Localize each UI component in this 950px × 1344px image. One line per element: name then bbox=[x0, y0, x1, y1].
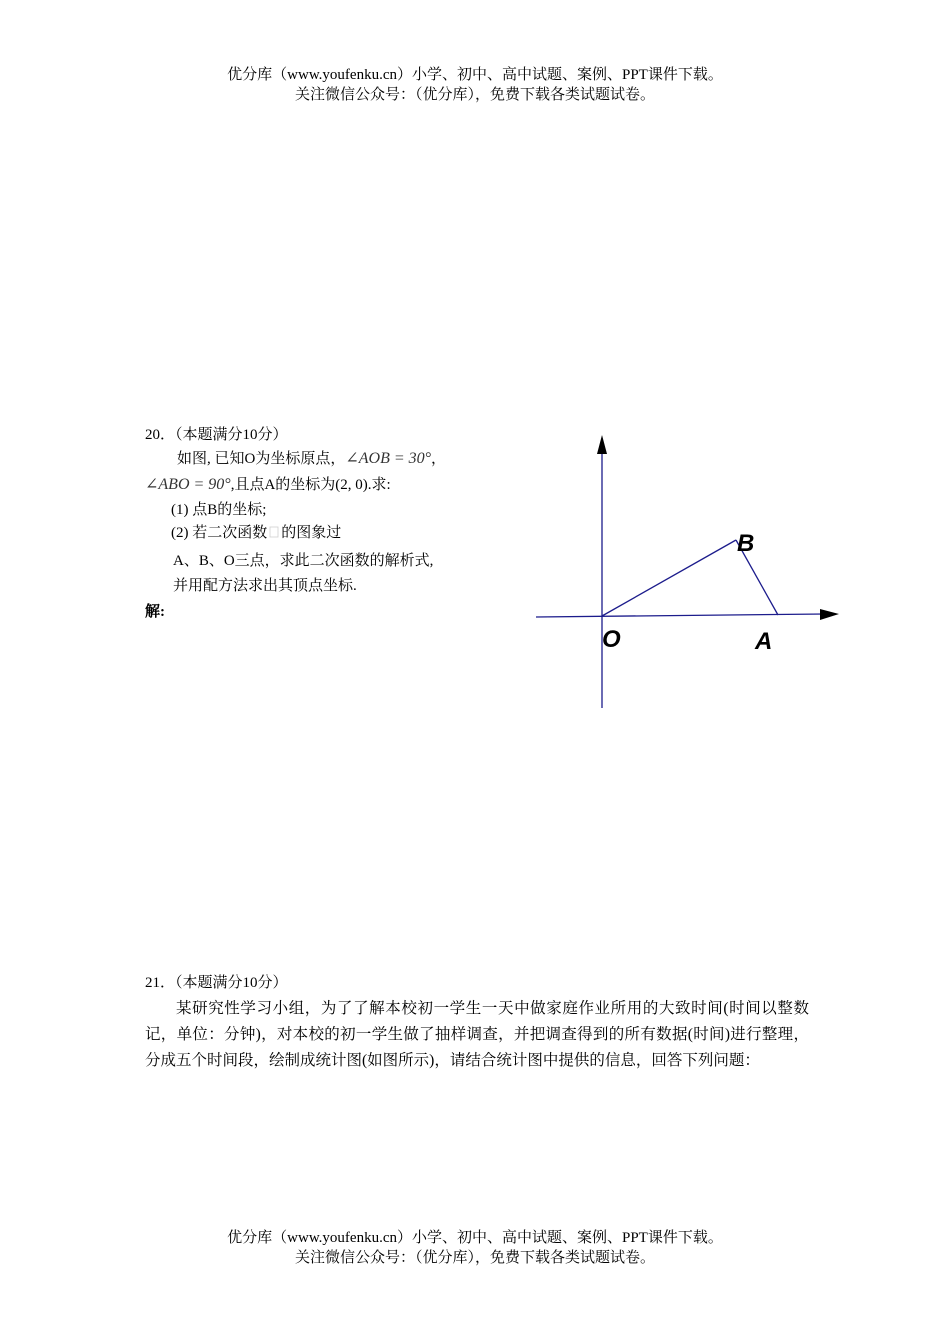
angle-abo-formula: ∠ABO = 90° bbox=[145, 476, 231, 493]
page-footer-line2: 关注微信公众号：（优分库），免费下载各类试题试卷。 bbox=[294, 1250, 655, 1266]
x-axis-arrow-icon bbox=[820, 609, 839, 620]
q20-comma: ， bbox=[431, 451, 447, 467]
q20-part2-b: 的图象过 bbox=[281, 525, 342, 541]
q20-part2-a: (2) 若二次函数 bbox=[171, 525, 268, 541]
angle-aob-formula: ∠AOB = 30° bbox=[345, 450, 432, 467]
formula-placeholder-icon bbox=[269, 523, 279, 535]
y-axis-arrow-icon bbox=[597, 435, 607, 454]
q20-intro-line1 bbox=[177, 448, 446, 470]
point-a-label: A bbox=[755, 628, 773, 655]
q20-title: 20．（本题满分10分） bbox=[145, 427, 288, 443]
q20-part1: (1) 点B的坐标; bbox=[171, 502, 267, 518]
segment-ob bbox=[602, 540, 736, 616]
q20-intro-a: 如图, 已知O为坐标原点， bbox=[177, 451, 346, 467]
point-o-label: O bbox=[602, 626, 621, 653]
x-axis bbox=[536, 614, 825, 617]
page-header-line2: 关注微信公众号：（优分库），免费下载各类试题试卷。 bbox=[294, 87, 655, 103]
q21-title: 21．（本题满分10分） bbox=[145, 975, 288, 991]
q21-body: 某研究性学习小组，为了了解本校初一学生一天中做家庭作业所用的大致时间(时间以整数记，单位：分钟)，对本校的初一学生做了抽样调查，并把调查得到的所有数据(时间)进行整理，分成五个时间段，绘制成统计图(如图所示)，请结合统计图中提供的信息，回答下列问题： bbox=[145, 1000, 809, 1069]
triangle-figure bbox=[530, 430, 850, 715]
q20-intro-b: ,且点A的坐标为(2, 0).求: bbox=[230, 477, 391, 493]
q20-part2-line2: A、B、O三点，求此二次函数的解析式, bbox=[173, 553, 434, 569]
q20-solution-label: 解: bbox=[145, 604, 165, 620]
q20-part2-line3: 并用配方法求出其顶点坐标. bbox=[173, 578, 357, 594]
page-header-line1: 优分库（www.youfenku.cn）小学、初中、高中试题、案例、PPT课件下载。 bbox=[227, 67, 723, 83]
page-footer-line1: 优分库（www.youfenku.cn）小学、初中、高中试题、案例、PPT课件下载。 bbox=[227, 1230, 723, 1246]
point-b-label: B bbox=[737, 530, 755, 557]
q20-part2-line1 bbox=[171, 522, 341, 544]
q20-intro-line2 bbox=[145, 474, 391, 496]
